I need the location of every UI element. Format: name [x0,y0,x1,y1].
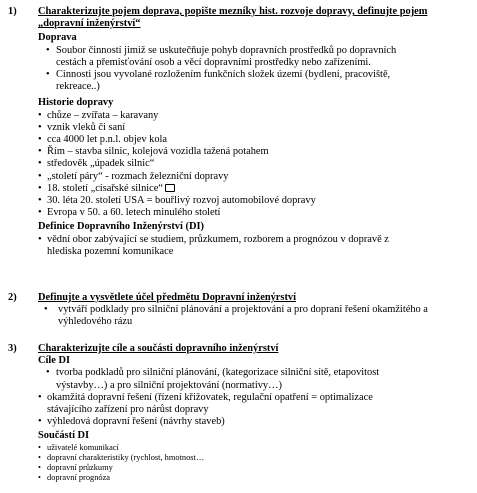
definice-list [38,234,470,258]
list-item: • Řím – stavba silnic, kolejová vozidla tažená potahem [38,146,470,158]
list-item: • 18. století „císařské silnice“ [38,183,470,195]
list-item: • dopravní charakteristiky (rychlost, hmotnost… [38,453,470,463]
doprava-list [38,45,470,94]
cile-list [38,367,470,391]
question-title: Definujte a vysvětlete účel předmětu Dopravní inženýrství [38,292,296,303]
list-item: • vytváří podklady pro silniční plánování a projektování a pro doprani řešení okamžitého a výhledového rázu [38,304,470,328]
section-heading-definice: Definice Dopravního Inženýrství (DI) [38,221,204,233]
list-item: • okamžitá dopravní řešení (řízení křižovatek, regulační opatření = optimalizace stávajícího zařízení pro nárůst dopravy [38,392,470,416]
question-title: Charakterizujte pojem doprava, popište mezníky hist. rozvoje dopravy, definujte pojem „dopravní inženýrství“ [38,6,428,30]
question-1 [0,6,470,258]
list-item: • chůze – zvířata – karavany [38,110,470,122]
soucasti-list [38,443,470,483]
question-2 [0,292,470,329]
question-number: 3) [8,343,17,354]
list-item: • dopravní prognóza [38,473,470,483]
section-heading-doprava: Doprava [38,32,77,44]
list-item: • uživatelé komunikací [38,443,470,453]
cile-list-2 [38,392,470,429]
list-item: • Soubor činností jimiž se uskutečňuje pohyb dopravních prostředků po dopravních cestách a přemisťování osob a věcí dopravními prostředky nebo zařízeními. [38,45,470,69]
list-item: • 30. léta 20. století USA = bouřlivý rozvoj automobilové dopravy [38,195,470,207]
list-item: • tvorba podkladů pro silniční plánování, (kategorizace silniční sítě, etapovitost výstavby…) a pro silniční projektování (normativy…) [38,367,470,391]
list-item: • středověk „úpadek silnic“ [38,158,470,170]
question-number: 1) [8,6,17,17]
section-heading-soucasti: Součástí DI [38,430,90,442]
question-3 [0,343,470,483]
list-item: • Evropa v 50. a 60. letech minulého století [38,207,470,219]
list-item: • cca 4000 let p.n.l. objev kola [38,134,470,146]
question-title: Charakterizujte cíle a součásti dopravního inženýrství [38,343,279,354]
list-item: • vznik vleků či saní [38,122,470,134]
photo-icon [165,184,175,192]
list-item: • dopravní průzkumy [38,463,470,473]
historie-list [38,110,470,220]
list-item: • „století páry“ - rozmach železniční dopravy [38,171,470,183]
list-item: • výhledová dopravní řešení (návrhy staveb) [38,416,470,428]
question-number: 2) [8,292,17,303]
list-item: • Cinnosti jsou vyvolané rozložením funkčních složek území (bydlení, pracoviště, rekreace..) [38,69,470,93]
section-heading-cile: Cíle DI [38,355,71,367]
section-heading-historie: Historie dopravy [38,97,114,109]
q2-list [38,304,470,328]
list-item: • vědní obor zabývající se studiem, průzkumem, rozborem a prognózou v dopravě z hlediska pozemní komunikace [38,234,470,258]
